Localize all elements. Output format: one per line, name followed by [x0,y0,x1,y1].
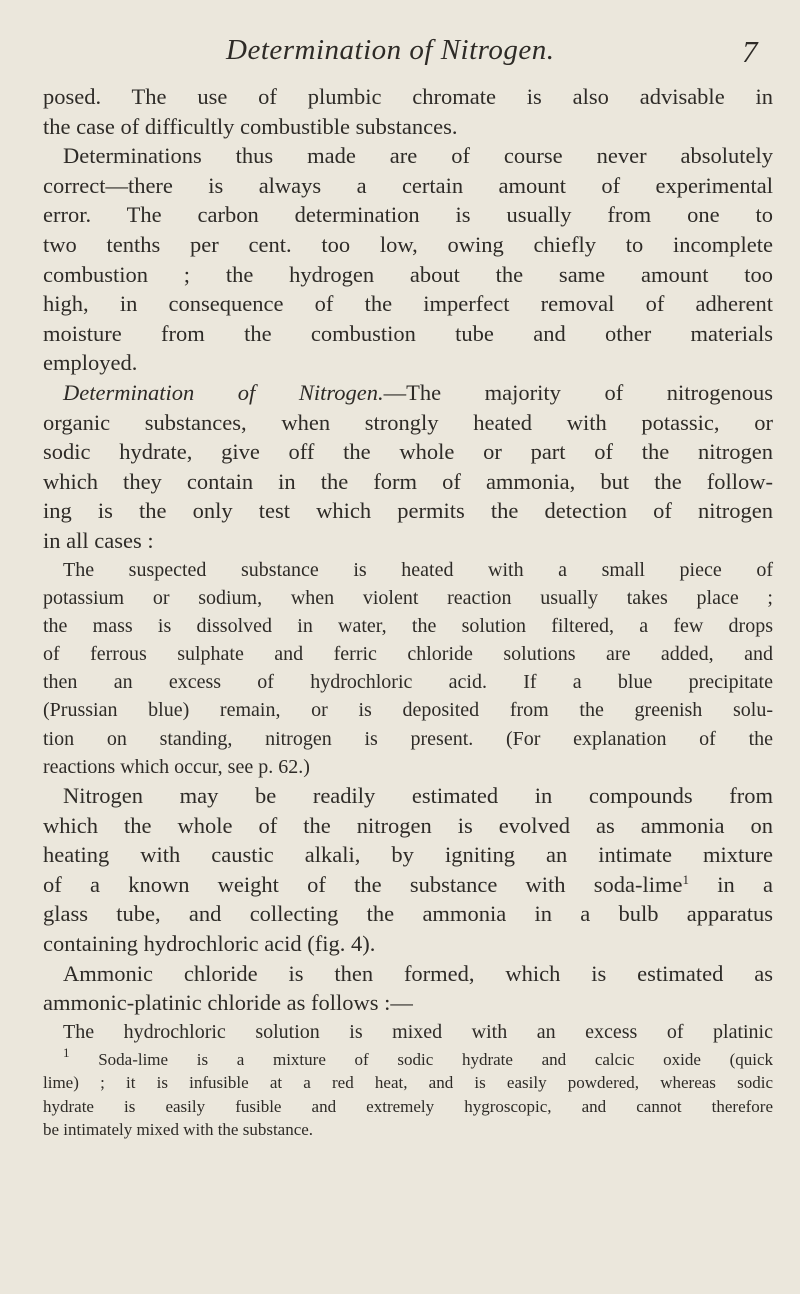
footnote-reference: 1 [682,871,690,887]
text-line: error. The carbon determination is usually from one to [43,202,773,228]
paragraph [43,556,773,782]
text-line: ing is the only test which permits the detection of nitrogen [43,498,773,524]
text-line: Determinations thus made are of course never absolutely [63,143,773,169]
text-line: organic substances, when strongly heated with potassic, or [43,409,773,435]
text-run: Soda-lime is a mixture of sodic hydrate and calcic oxide (quick [98,1049,774,1069]
section-heading: Determination of Nitrogen. [63,379,384,405]
footnote-line: be intimately mixed with the substance. [43,1120,314,1140]
text-line: which they contain in the form of ammonia, but the follow- [43,468,773,494]
text-run: of a known weight of the substance with soda-lime [43,871,683,897]
running-head [0,34,800,74]
text-line: two tenths per cent. too low, owing chiefly to incomplete [43,231,773,257]
text-line: employed. [43,350,138,376]
paragraph [43,1018,773,1046]
text-line: potassium or sodium, when violent reaction usually takes place ; [43,586,773,609]
text-line: which the whole of the nitrogen is evolved as ammonia on [43,812,773,838]
footnote [43,1044,774,1142]
text-line: posed. The use of plumbic chromate is also advisable in [43,84,773,109]
footnote-line: hydrate is easily fusible and extremely hygroscopic, and cannot therefore [43,1096,773,1116]
text-run: in a [689,871,773,897]
text-line: then an excess of hydrochloric acid. If a blue precipitate [43,671,773,694]
text-line: The hydrochloric solution is mixed with an excess of platinic [63,1020,773,1043]
text-line: high, in consequence of the imperfect removal of adherent [43,291,773,317]
footnote-line [43,1044,774,1071]
body-text [43,82,773,1142]
paragraph [43,82,773,141]
text-line: combustion ; the hydrogen about the same amount too [43,261,773,287]
text-line: Ammonic chloride is then formed, which is estimated as [63,960,773,986]
paragraph [43,141,773,378]
text-line: in all cases : [43,527,154,553]
running-title: Determination of Nitrogen. [226,34,555,66]
text-line: the case of difficultly combustible substances. [43,113,458,139]
text-line: heating with caustic alkali, by igniting an intimate mixture [43,842,773,868]
text-line: reactions which occur, see p. 62.) [43,755,310,778]
text-line [43,870,773,900]
paragraph [43,781,773,959]
text-line [43,378,773,408]
text-line: glass tube, and collecting the ammonia in a bulb apparatus [43,901,773,927]
text-line: (Prussian blue) remain, or is deposited from the greenish solu- [43,699,773,722]
text-line: moisture from the combustion tube and other materials [43,320,773,346]
text-line: of ferrous sulphate and ferric chloride solutions are added, and [43,643,773,666]
text-line: The suspected substance is heated with a small piece of [63,558,773,581]
text-run: —The majority of nitrogenous [383,379,773,405]
paragraph [43,378,773,556]
footnote-mark: 1 [63,1044,70,1060]
text-line: ammonic-platinic chloride as follows :— [43,990,413,1016]
page-number: 7 [742,34,758,69]
text-line: sodic hydrate, give off the whole or part of the nitrogen [43,439,773,465]
text-line: the mass is dissolved in water, the solution filtered, a few drops [43,614,773,637]
text-line: tion on standing, nitrogen is present. (For explanation of the [43,727,773,750]
text-line: containing hydrochloric acid (fig. 4). [43,930,376,956]
text-line: Nitrogen may be readily estimated in compounds from [63,783,773,808]
text-line: correct—there is always a certain amount of experimental [43,172,773,198]
paragraph [43,959,773,1018]
footnote-line: lime) ; it is infusible at a red heat, and is easily powdered, whereas sodic [43,1073,773,1093]
